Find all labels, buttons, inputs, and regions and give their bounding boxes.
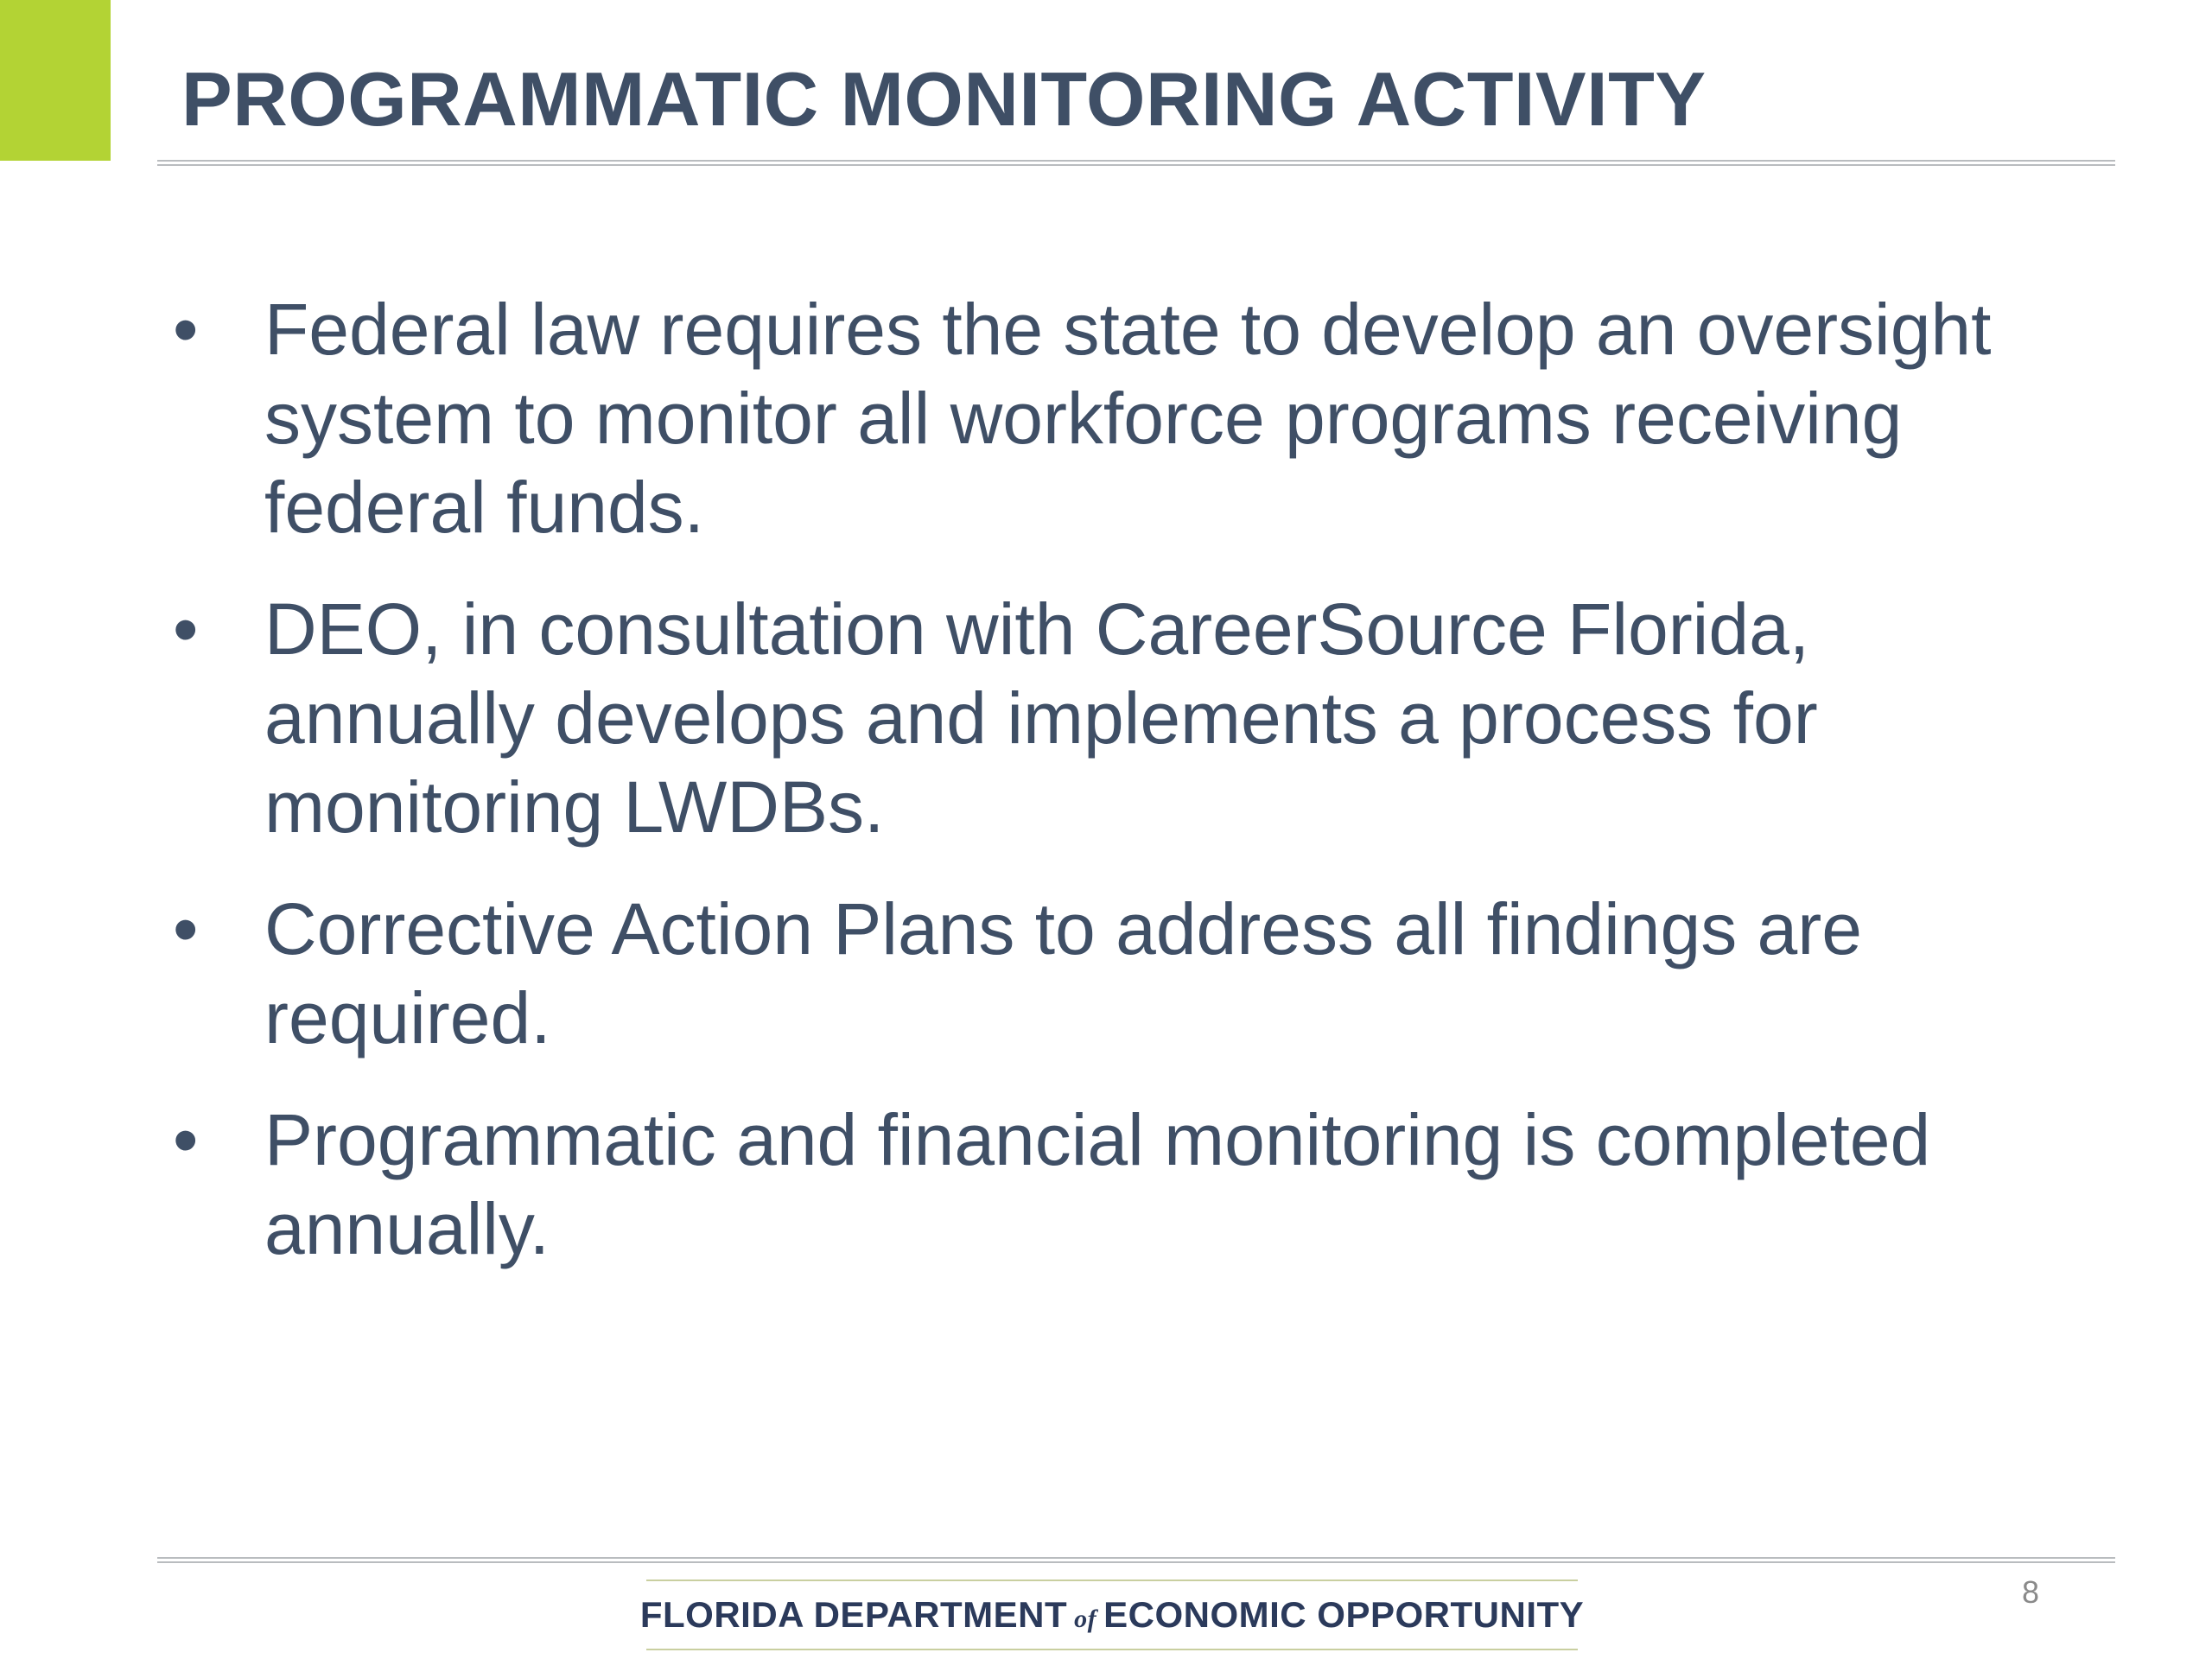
- bullet-marker: •: [173, 289, 199, 370]
- bullet-item: [173, 285, 2091, 552]
- logo-text-part1: FLORIDA DEPARTMENT: [639, 1594, 1068, 1635]
- bullet-text: Programmatic and financial monitoring is completed annually.: [264, 1099, 1931, 1269]
- logo-text-of: of: [1074, 1605, 1097, 1633]
- deo-logo: [639, 1580, 1585, 1650]
- bullet-marker: •: [173, 888, 199, 969]
- accent-block: [0, 0, 111, 161]
- bullet-marker: •: [173, 1099, 199, 1180]
- logo-wordmark: [640, 1594, 1584, 1636]
- title-divider: [157, 160, 2115, 166]
- footer-divider: [157, 1557, 2115, 1563]
- bullet-text: DEO, in consultation with CareerSource Florida, annually develops and implements a process for monitoring LWDBs.: [264, 588, 1818, 848]
- logo-text-part2: ECONOMIC OPPORTUNITY: [1103, 1594, 1585, 1635]
- bullet-item: [173, 1096, 2091, 1274]
- bullet-marker: •: [173, 588, 199, 670]
- bullet-item: [173, 585, 2091, 852]
- page-number: 8: [2022, 1574, 2040, 1610]
- bullet-text: Corrective Action Plans to address all findings are required.: [264, 888, 1862, 1058]
- bullet-item: [173, 885, 2091, 1063]
- slide-title: PROGRAMMATIC MONITORING ACTIVITY: [181, 56, 1707, 142]
- bullet-text: Federal law requires the state to develop an oversight system to monitor all workforce programs receiving federal funds.: [264, 289, 1992, 548]
- bullet-list: [173, 285, 2091, 1306]
